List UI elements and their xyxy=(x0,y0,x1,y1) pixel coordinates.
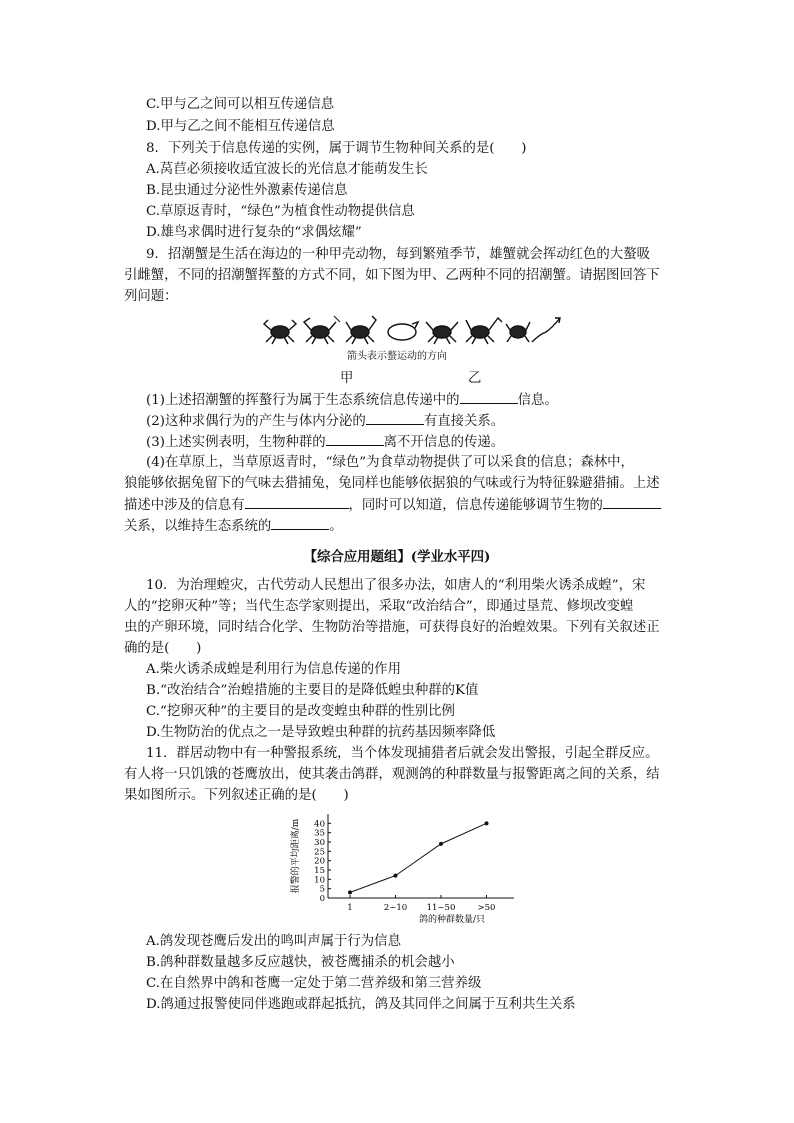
line-chart xyxy=(284,810,524,928)
y-tick-label: 40 xyxy=(314,819,325,830)
y-tick-label: 20 xyxy=(314,856,325,867)
y-tick-label: 30 xyxy=(314,838,325,848)
x-tick-label: 1 xyxy=(347,903,353,913)
motion-loop-icon xyxy=(388,322,418,340)
q8-option-b: B.昆虫通过分泌性外激素传递信息 xyxy=(146,183,348,198)
q7-option-c: C.甲与乙之间可以相互传递信息 xyxy=(146,97,335,112)
q11-option-b: B.鸽种群数量越多反应越快，被苍鹰捕杀的机会越小 xyxy=(146,955,455,970)
answer-blank xyxy=(603,496,661,509)
crab-icon xyxy=(346,316,376,344)
q11-option-c: C.在自然界中鸽和苍鹰一定处于第二营养级和第三营养级 xyxy=(146,976,482,991)
q10-stem-line1: 10．为治理蝗灾，古代劳动人民想出了很多办法，如唐人的“利用柴火诱杀成蝗”，宋 xyxy=(146,578,646,593)
crab-icon xyxy=(304,316,340,344)
figure-caption: 箭头表示螯运动的方向 xyxy=(347,351,447,362)
answer-blank xyxy=(460,391,518,404)
q11-option-d: D.鸽通过报警使同伴逃跑或群起抵抗，鸽及其同伴之间属于互利共生关系 xyxy=(146,997,576,1012)
answer-blank xyxy=(271,517,329,530)
q11-stem-line2: 有人将一只饥饿的苍鹰放出，使其袭击鸽群，观测鸽的种群数量与报警距离之间的关系，结 xyxy=(124,767,660,782)
answer-blank xyxy=(326,433,384,446)
crab-icon xyxy=(264,320,296,344)
y-tick-label: 10 xyxy=(314,875,325,886)
data-point xyxy=(485,821,489,825)
q9-sub4-line1: (4)在草原上，当草原返青时，“绿色”为食草动物提供了可以采食的信息；森林中， xyxy=(146,455,634,470)
y-axis-label: 报警的平均距离/m xyxy=(291,818,301,894)
q7-option-d: D.甲与乙之间不能相互传递信息 xyxy=(146,119,335,134)
x-tick-label: >50 xyxy=(477,903,496,913)
q9-stem-line3: 列问题： xyxy=(124,289,178,304)
x-tick-label: 2~10 xyxy=(383,903,408,913)
q11-stem-line3: 果如图所示。下列叙述正确的是( ) xyxy=(124,788,349,803)
wave-arrow-icon xyxy=(532,318,560,342)
x-tick-label: 11~50 xyxy=(426,903,456,913)
q9-sub4-line4: 关系，以维持生态系统的 。 xyxy=(124,519,343,534)
figure-label-yi: 乙 xyxy=(468,371,482,386)
x-axis-label: 鸽的种群数量/只 xyxy=(418,915,486,925)
y-tick-label: 35 xyxy=(314,828,325,839)
q11-option-a: A.鸽发现苍鹰后发出的鸣叫声属于行为信息 xyxy=(146,934,401,949)
q9-sub4-line2: 狼能够依据兔留下的气味去猎捕兔，兔同样也能够依据狼的气味或行为特征躲避猎捕。上述 xyxy=(124,476,660,491)
q8-option-c: C.草原返青时，“绿色”为植食性动物提供信息 xyxy=(146,204,415,219)
y-tick-label: 5 xyxy=(319,884,325,895)
q10-option-b: B.“改治结合”治蝗措施的主要目的是降低蝗虫种群的K值 xyxy=(146,683,479,698)
crab-figure xyxy=(262,312,562,348)
q10-option-d: D.生物防治的优点之一是导致蝗虫种群的抗药基因频率降低 xyxy=(146,725,496,740)
q10-stem-line4: 确的是( ) xyxy=(124,641,202,656)
q9-stem-line1: 9．招潮蟹是生活在海边的一种甲壳动物，每到繁殖季节，雄蟹就会挥动红色的大螯吸 xyxy=(146,247,650,262)
q8-stem: 8．下列关于信息传递的实例，属于调节生物种间关系的是( ) xyxy=(146,141,527,156)
q9-sub1: (1)上述招潮蟹的挥螯行为属于生态系统信息传递中的 信息。 xyxy=(146,393,558,408)
q9-sub4-line3: 描述中涉及的信息有 ，同时可以知道，信息传递能够调节生物的 xyxy=(124,496,661,515)
crab-icon xyxy=(466,318,502,344)
answer-blank xyxy=(366,412,424,425)
q9-sub2: (2)这种求偶行为的产生与体内分泌的 有直接关系。 xyxy=(146,414,505,429)
crab-icon xyxy=(426,322,458,344)
data-point xyxy=(439,842,443,846)
q9-stem-line2: 引雌蟹，不同的招潮蟹挥螯的方式不同，如下图为甲、乙两种不同的招潮蟹。请据图回答下 xyxy=(124,268,660,283)
q8-option-d: D.雄鸟求偶时进行复杂的“求偶炫耀” xyxy=(146,225,362,240)
q9-sub3: (3)上述实例表明，生物种群的 离不开信息的传递。 xyxy=(146,435,505,450)
answer-blank xyxy=(245,496,349,509)
section-title: 【综合应用题组】(学业水平四) xyxy=(303,549,491,565)
q10-option-a: A.柴火诱杀成蝗是利用行为信息传递的作用 xyxy=(146,662,401,677)
crab-icon xyxy=(506,322,530,342)
q10-stem-line3: 虫的产卵环境，同时结合化学、生物防治等措施，可获得良好的治蝗效果。下列有关叙述正 xyxy=(124,620,660,635)
y-tick-label: 25 xyxy=(314,847,325,858)
data-point xyxy=(394,874,398,878)
q11-stem-line1: 11．群居动物中有一种警报系统，当个体发现捕猎者后就会发出警报，引起全群反应。 xyxy=(146,746,659,761)
q10-stem-line2: 人的“挖卵灭种”等；当代生态学家则提出，采取“改治结合”，即通过垦荒、修坝改变蝗 xyxy=(124,599,634,614)
figure-label-jia: 甲 xyxy=(340,371,354,386)
q8-option-a: A.莴苣必须接收适宜波长的光信息才能萌发生长 xyxy=(146,162,428,177)
y-tick-label: 15 xyxy=(314,866,325,876)
y-tick-label: 0 xyxy=(319,894,325,904)
series-line xyxy=(350,823,487,892)
data-point xyxy=(348,890,352,894)
q10-option-c: C.“挖卵灭种”的主要目的是改变蝗虫种群的性别比例 xyxy=(146,704,455,719)
